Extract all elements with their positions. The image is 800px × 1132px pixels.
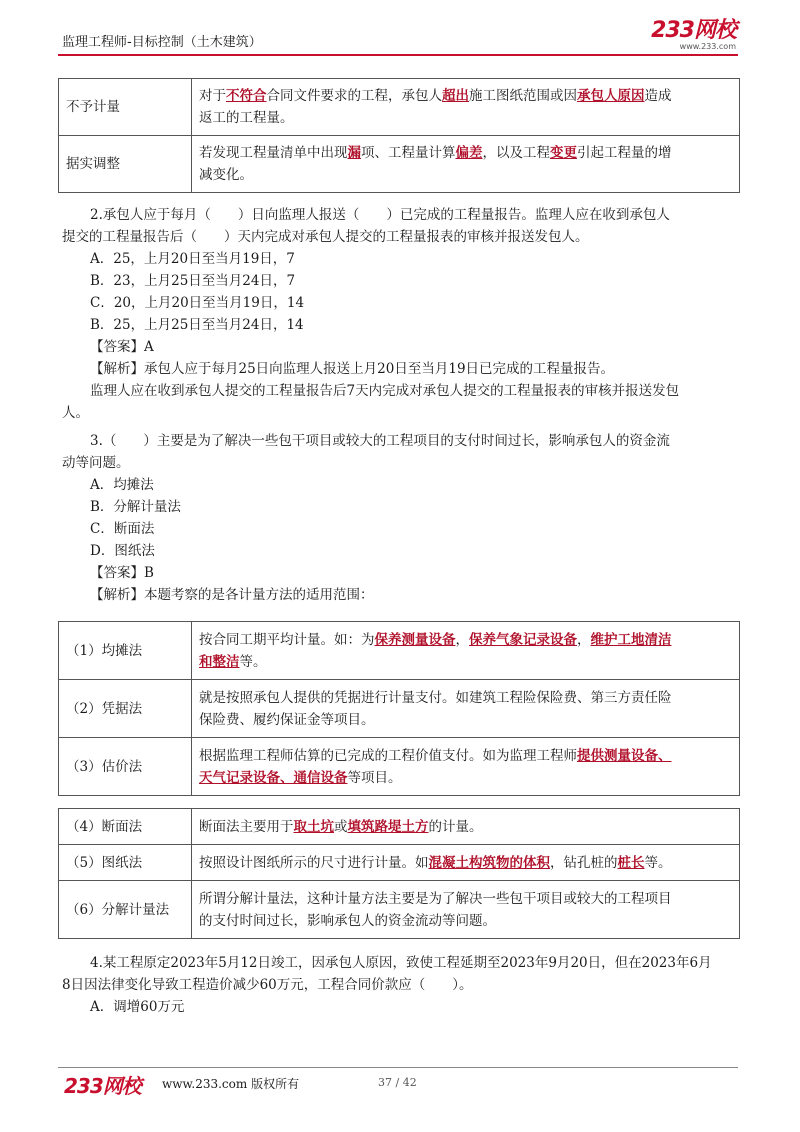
footer-logo: 233网校 [64, 1074, 141, 1098]
text-run: ， [455, 631, 469, 648]
table-cell-label: 据实调整 [59, 136, 192, 193]
highlight-term: 提供测量设备、 [577, 747, 672, 764]
table-measurement-methods-1 [58, 621, 740, 796]
analysis-line: 监理人应在收到承包人提交的工程量报告后7天内完成对承包人提交的工程量报表的审核并报送发包 [90, 383, 680, 399]
table-pay-rules [58, 78, 740, 193]
highlight-term: 保养气象记录设备 [469, 631, 577, 648]
text-run: 返工的工程量。 [199, 110, 294, 126]
text-run: 合同文件要求的工程，承包人 [266, 88, 442, 104]
text-run: 等。 [644, 854, 672, 871]
highlight-term: 天气记录设备 [199, 769, 280, 786]
option-c: C．断面法 [90, 521, 155, 537]
document-header-title: 监理工程师-目标控制（土木建筑） [62, 35, 262, 50]
option-b: B．23，上月25日至当月24日，7 [90, 273, 296, 289]
text-run: 按照设计图纸所示的尺寸进行计量。如 [199, 854, 429, 871]
text-run: 的计量。 [428, 818, 483, 835]
text-run: 的支付时间过长，影响承包人的资金流动等问题。 [199, 912, 496, 929]
table-row [59, 845, 740, 881]
text-run: ， [577, 631, 591, 648]
text-run: 项、工程量计算 [361, 145, 456, 161]
table-cell-label: 不予计量 [59, 79, 192, 136]
table-row [59, 680, 740, 738]
question-stem: 提交的工程量报告后（ ）天内完成对承包人提交的工程量报表的审核并报送发包人。 [62, 229, 589, 245]
table-row [59, 136, 740, 193]
table-cell-label: （2）凭据法 [59, 680, 192, 738]
option-a: A．25，上月20日至当月19日，7 [90, 251, 295, 267]
option-a: A．调增60万元 [90, 999, 185, 1015]
text-run: 施工图纸范围或因 [469, 88, 577, 104]
option-b: B．分解计量法 [90, 499, 181, 515]
text-run: 引起工程量的增 [577, 145, 672, 161]
text-run: ，以及工程 [482, 145, 550, 161]
text-run: 保险费、履约保证金等项目。 [199, 711, 375, 728]
text-run: 等项目。 [347, 769, 402, 786]
highlight-term: 变更 [550, 145, 577, 161]
table-row [59, 622, 740, 680]
table-row [59, 881, 740, 939]
highlight-term: 、 [280, 769, 294, 786]
table-row [59, 738, 740, 796]
question-stem: 8日因法律变化导致工程造价减少60万元，工程合同价款应（ ）。 [62, 977, 473, 993]
question-4 [62, 952, 742, 1018]
highlight-term: 偏差 [455, 145, 483, 161]
highlight-term: 保养测量设备 [374, 631, 456, 648]
highlight-term: 不符合 [226, 88, 267, 104]
text-run: ，钻孔桩的 [550, 854, 618, 871]
question-stem: 2.承包人应于每月（ ）日向监理人报送（ ）已完成的工程量报告。监理人应在收到承包人 [90, 207, 670, 223]
page-number: 37 / 42 [378, 1076, 417, 1089]
question-2 [62, 204, 742, 424]
option-d: B．25，上月25日至当月24日，14 [90, 317, 304, 333]
table-measurement-methods-2 [58, 808, 740, 939]
option-c: C．20，上月20日至当月19日，14 [90, 295, 305, 311]
table-row [59, 79, 740, 136]
table-cell-content [192, 881, 740, 939]
table-cell-label: （6）分解计量法 [59, 881, 192, 939]
question-stem: 3.（ ）主要是为了解决一些包干项目或较大的工程项目的支付时间过长，影响承包人的资金流 [90, 433, 670, 449]
text-run: 对于 [199, 88, 226, 104]
highlight-term: 和整洁 [199, 653, 240, 670]
text-run: 就是按照承包人提供的凭据进行计量支付。如建筑工程险保险费、第三方责任险 [199, 689, 672, 706]
answer-line: 【答案】B [90, 565, 154, 581]
footer-copyright: www.233.com 版权所有 [162, 1077, 300, 1091]
highlight-term: 维护工地清洁 [590, 631, 672, 648]
brand-logo-text: 233网校 [651, 18, 736, 43]
text-run: 按合同工期平均计量。如：为 [199, 631, 375, 648]
analysis-line: 【解析】承包人应于每月25日向监理人报送上月20日至当月19日已完成的工程量报告。 [90, 361, 615, 377]
highlight-term: 混凝土构筑物的体积 [428, 854, 550, 871]
highlight-term: 承包人原因 [577, 88, 645, 104]
highlight-term: 桩长 [617, 854, 645, 871]
text-run: 断面法主要用于 [199, 818, 294, 835]
option-a: A．均摊法 [90, 477, 154, 493]
table-cell-content [192, 845, 740, 881]
analysis-line: 【解析】本题考察的是各计量方法的适用范围： [90, 587, 374, 603]
text-run: 减变化。 [199, 167, 253, 183]
table-cell-content [192, 680, 740, 738]
brand-logo [651, 20, 736, 51]
text-run: 若发现工程量清单中出现 [199, 145, 348, 161]
question-stem: 4.某工程原定2023年5月12日竣工，因承包人原因，致使工程延期至2023年9月20日，但在2023年6月 [90, 955, 712, 971]
text-run: 所谓分解计量法，这种计量方法主要是为了解决一些包干项目或较大的工程项目 [199, 890, 672, 907]
highlight-term: 漏 [347, 145, 361, 161]
table-cell-label: （5）图纸法 [59, 845, 192, 881]
text-run: 等。 [239, 653, 267, 670]
table-cell-label: （4）断面法 [59, 809, 192, 845]
brand-logo-url: www.233.com [679, 42, 736, 51]
highlight-term: 通信设备 [293, 769, 348, 786]
table-cell-label: （3）估价法 [59, 738, 192, 796]
question-3 [62, 430, 742, 606]
highlight-term: 取土坑 [293, 818, 334, 835]
table-cell-content [192, 79, 740, 136]
table-cell-content [192, 809, 740, 845]
highlight-term: 超出 [442, 88, 469, 104]
text-run: 造成 [644, 88, 672, 104]
text-run: 或 [334, 818, 348, 835]
question-stem: 动等问题。 [62, 455, 130, 471]
footer-divider [58, 1067, 738, 1068]
highlight-term: 填筑路堤土方 [347, 818, 429, 835]
table-cell-label: （1）均摊法 [59, 622, 192, 680]
analysis-line: 人。 [62, 405, 89, 421]
header-divider [58, 54, 738, 56]
table-row [59, 809, 740, 845]
table-cell-content [192, 622, 740, 680]
answer-line: 【答案】A [90, 339, 154, 355]
text-run: 根据监理工程师估算的已完成的工程价值支付。如为监理工程师 [199, 747, 577, 764]
table-cell-content [192, 136, 740, 193]
table-cell-content [192, 738, 740, 796]
option-d: D．图纸法 [90, 543, 155, 559]
